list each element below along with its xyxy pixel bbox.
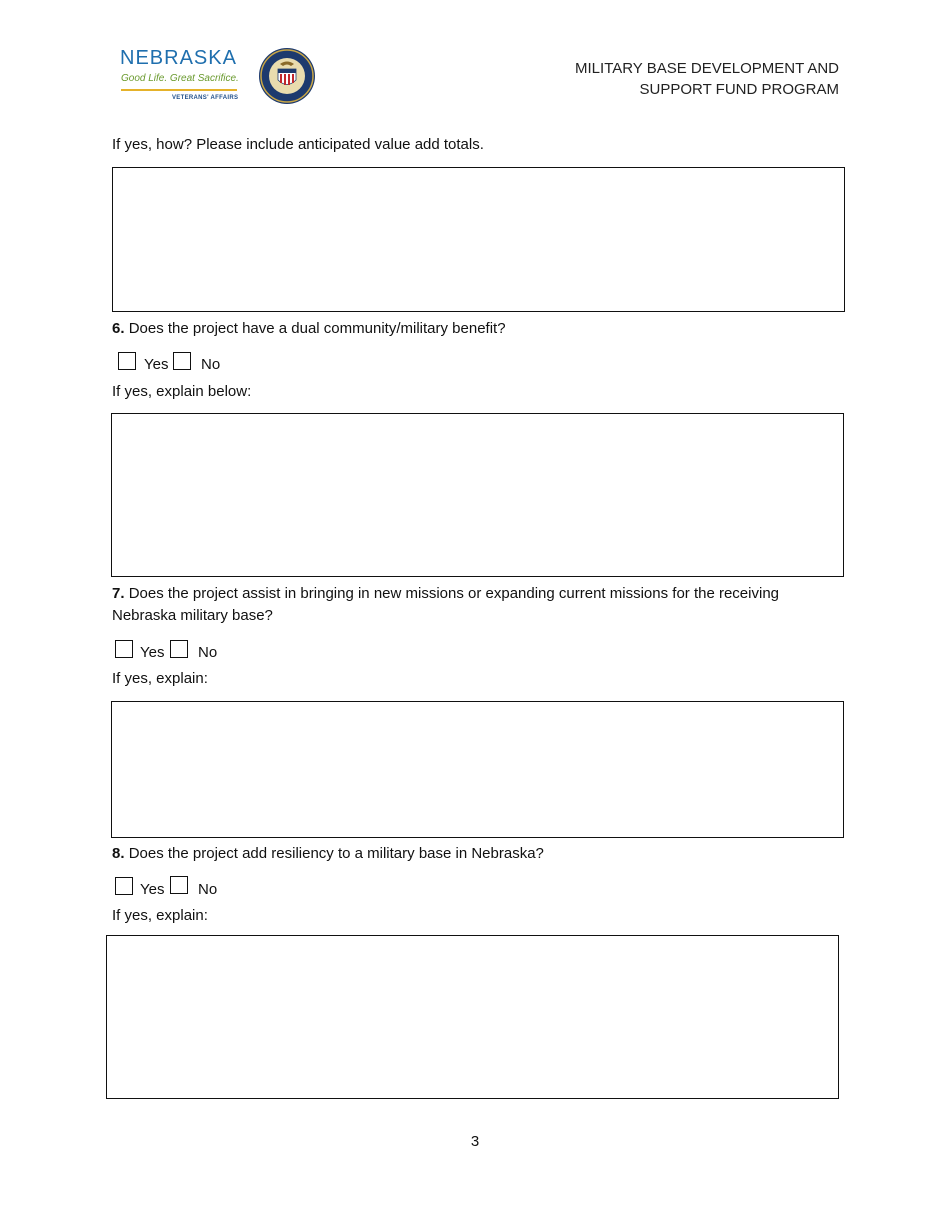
program-title <box>575 58 839 100</box>
q6-yes-checkbox[interactable] <box>118 352 136 370</box>
q7-no-checkbox[interactable] <box>170 640 188 658</box>
question-7-text-line1: Does the project assist in bringing in new missions or expanding current missions for the receiving <box>128 585 779 602</box>
question-8-number: 8. <box>112 845 125 862</box>
q7-follow-up: If yes, explain: <box>112 670 208 687</box>
logo-divider-line <box>121 89 237 91</box>
q8-no-checkbox[interactable] <box>170 876 188 894</box>
nebraska-logo-wordmark: NEBRASKA <box>120 47 237 69</box>
q8-answer-box[interactable] <box>106 935 839 1099</box>
program-title-line1: MILITARY BASE DEVELOPMENT AND <box>575 60 839 77</box>
question-8-text: Does the project add resiliency to a military base in Nebraska? <box>128 845 544 862</box>
question-6-number: 6. <box>112 320 125 337</box>
question-7-number: 7. <box>112 585 125 602</box>
question-6 <box>112 318 506 340</box>
q7-yes-checkbox[interactable] <box>115 640 133 658</box>
page-number: 3 <box>470 1133 480 1150</box>
q7-no-label: No <box>198 644 218 661</box>
veterans-affairs-seal-icon <box>258 47 316 105</box>
question-6-text: Does the project have a dual community/military benefit? <box>128 320 506 337</box>
question-8 <box>112 843 544 865</box>
q6-no-label: No <box>201 356 221 373</box>
q7-yes-label: Yes <box>140 644 165 661</box>
value-add-answer-box[interactable] <box>112 167 845 312</box>
q6-yes-label: Yes <box>144 356 169 373</box>
program-title-line2: SUPPORT FUND PROGRAM <box>639 81 839 98</box>
q7-answer-box[interactable] <box>111 701 844 838</box>
question-7 <box>112 583 832 627</box>
value-add-prompt: If yes, how? Please include anticipated value add totals. <box>112 136 484 153</box>
q8-yes-label: Yes <box>140 881 165 898</box>
nebraska-logo-department: VETERANS' AFFAIRS <box>172 95 239 101</box>
q6-answer-box[interactable] <box>111 413 844 577</box>
nebraska-logo-tagline: Good Life. Great Sacrifice. <box>121 73 239 84</box>
q6-no-checkbox[interactable] <box>173 352 191 370</box>
q8-follow-up: If yes, explain: <box>112 907 208 924</box>
question-7-text-line2: Nebraska military base? <box>112 607 273 624</box>
q6-follow-up: If yes, explain below: <box>112 383 252 400</box>
q8-no-label: No <box>198 881 218 898</box>
q8-yes-checkbox[interactable] <box>115 877 133 895</box>
